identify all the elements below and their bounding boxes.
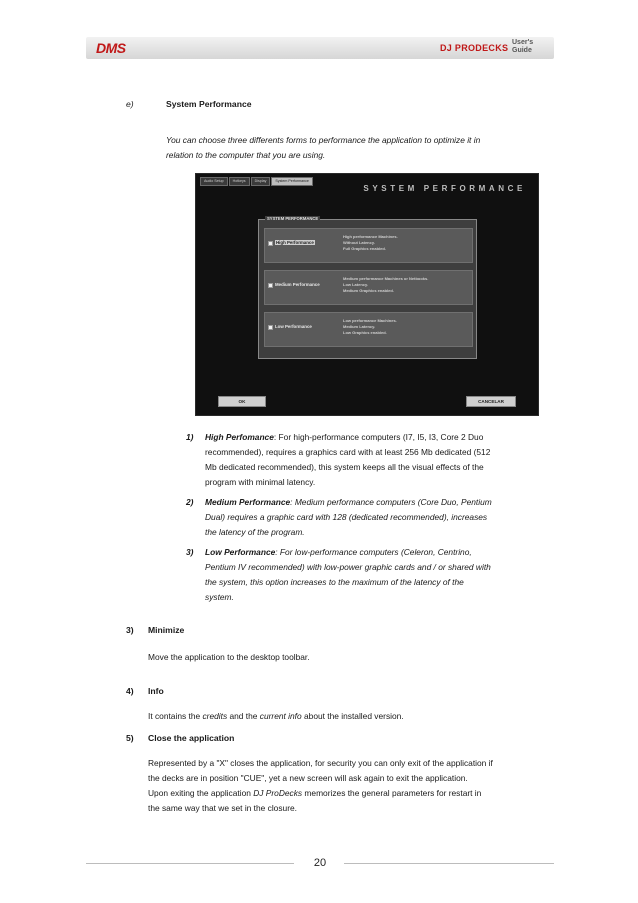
guide-label <box>512 39 554 56</box>
section-4-text <box>148 711 404 721</box>
tab-display[interactable]: Display <box>251 177 271 186</box>
list-item-3-number: 3) <box>186 547 194 557</box>
list-item-1-text: : For high-performance computers (I7, I5, I3, Core 2 Duo <box>273 432 484 442</box>
section-e-intro-line-2: relation to the computer that you are using. <box>166 150 326 160</box>
option-high-performance[interactable] <box>264 228 473 263</box>
section-5-line-3c: memorizes the general parameters for restart in <box>302 788 482 798</box>
section-e-title: System Performance <box>166 99 252 109</box>
guide-line-1: User's <box>512 39 534 46</box>
footer-rule-left <box>86 863 294 864</box>
option-medium-performance[interactable] <box>264 270 473 305</box>
brand-logo: DMS <box>96 40 126 56</box>
list-item-2-text: : Medium performance computers (Core Duo, Pentium <box>290 497 492 507</box>
list-item-3-text: : For low-performance computers (Celeron, Centrino, <box>275 547 472 557</box>
section-5-line-3a: Upon exiting the application <box>148 788 254 798</box>
option-low-performance[interactable] <box>264 312 473 347</box>
list-item-2-number: 2) <box>186 497 194 507</box>
section-5-line-2: the decks are in position "CUE", yet a new screen will ask again to exit the application. <box>148 773 468 783</box>
section-3-text: Move the application to the desktop toolbar. <box>148 652 310 662</box>
section-5-line-3 <box>148 788 481 798</box>
radio-medium-performance[interactable] <box>268 283 273 288</box>
list-item-1-line-2: recommended), requires a graphics card with at least 256 Mb dedicated (512 <box>205 447 491 457</box>
radio-low-performance[interactable] <box>268 325 273 330</box>
dialog-heading: SYSTEM PERFORMANCE <box>363 184 526 193</box>
system-performance-screenshot <box>195 173 539 416</box>
footer-rule-right <box>344 863 554 864</box>
section-3-number: 3) <box>126 625 134 635</box>
option-high-desc-line: Full Graphics enabled. <box>343 246 386 251</box>
option-high-desc-line: High performance Machines. <box>343 234 398 239</box>
section-3-title: Minimize <box>148 625 185 635</box>
section-5-line-4: the same way that we set in the closure. <box>148 803 297 813</box>
option-low-desc <box>343 318 397 336</box>
cancel-button[interactable]: CANCELAR <box>466 396 516 407</box>
performance-group-title: SYSTEM PERFORMANCE <box>267 216 319 221</box>
option-high-label: High Performance <box>276 240 314 245</box>
option-high-desc-line: Without Latency. <box>343 240 375 245</box>
list-item-1-line-3: Mb dedicated recommended), this system keeps all the visual effects of the <box>205 462 484 472</box>
tab-audio-setup[interactable]: Audio Setup <box>200 177 228 186</box>
section-e-marker: e) <box>126 99 134 109</box>
section-5-app-name: DJ ProDecks <box>253 788 303 798</box>
section-4-number: 4) <box>126 686 134 696</box>
list-item-3-line-4: system. <box>205 592 234 602</box>
list-item-3-term: Low Performance <box>205 547 276 557</box>
option-medium-desc-line: Medium Graphics enabled. <box>343 288 394 293</box>
list-item-2-line-1 <box>205 497 492 507</box>
option-low-label: Low Performance <box>275 324 312 329</box>
section-4-text-a: It contains the <box>148 711 203 721</box>
tab-hotkeys[interactable]: Hotkeys <box>229 177 250 186</box>
product-name: DJ PRODECKS <box>440 43 509 53</box>
section-4-credits: credits <box>202 711 228 721</box>
dialog-tabs <box>200 177 313 186</box>
list-item-2-term: Medium Performance <box>205 497 291 507</box>
option-low-desc-line: Low performance Machines. <box>343 318 397 323</box>
section-5-line-1: Represented by a "X" closes the application, for security you can only exit of the application if <box>148 758 493 768</box>
guide-line-2: Guide <box>512 47 532 55</box>
list-item-3-line-1 <box>205 547 472 557</box>
section-5-title: Close the application <box>148 733 235 743</box>
option-low-desc-line: Low Graphics enabled. <box>343 330 387 335</box>
list-item-3-line-3: the system, this option increases to the maximum of the latency of the <box>205 577 464 587</box>
option-medium-desc-line: Low Latency. <box>343 282 369 287</box>
list-item-1-number: 1) <box>186 432 194 442</box>
list-item-3-line-2: Pentium IV recommended) with low-power graphic cards and / or shared with <box>205 562 491 572</box>
option-medium-desc-line: Medium performance Machines or Netbooks. <box>343 276 429 281</box>
section-4-text-c: about the installed version. <box>301 711 404 721</box>
option-high-desc <box>343 234 398 252</box>
ok-button[interactable]: OK <box>218 396 266 407</box>
section-4-title: Info <box>148 686 164 696</box>
list-item-1-line-4: program with minimal latency. <box>205 477 316 487</box>
tab-system-performance[interactable]: System Performance <box>271 177 313 186</box>
section-e-intro-line-1: You can choose three differents forms to performance the application to optimize it in <box>166 135 481 145</box>
list-item-1-term: High Perfomance <box>205 432 274 442</box>
section-4-current-info: current info <box>259 711 302 721</box>
list-item-2-line-3: the latency of the program. <box>205 527 305 537</box>
option-medium-desc <box>343 276 428 294</box>
list-item-1-line-1 <box>205 432 483 442</box>
option-low-desc-line: Medium Latency. <box>343 324 376 329</box>
radio-high-performance[interactable] <box>268 241 273 246</box>
option-medium-label: Medium Performance <box>275 282 320 287</box>
list-item-2-line-2: Dual) requires a graphic card with 128 (dedicated recommended), increases <box>205 512 488 522</box>
page-number: 20 <box>313 857 327 869</box>
performance-group <box>258 216 477 359</box>
header-banner <box>86 37 554 59</box>
section-4-text-b: and the <box>227 711 260 721</box>
section-5-number: 5) <box>126 733 134 743</box>
